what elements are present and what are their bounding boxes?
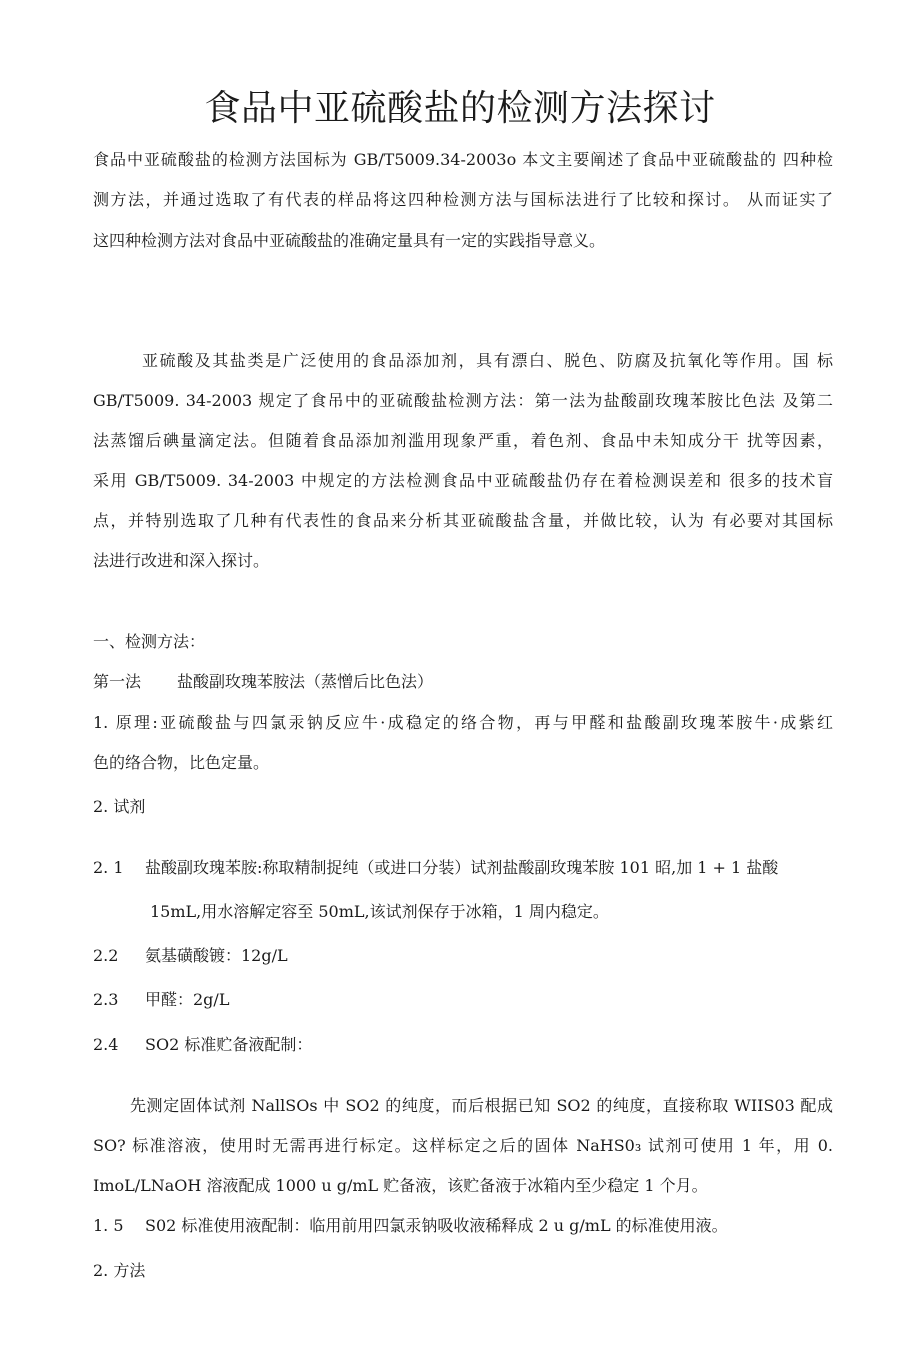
reagents-heading: 2. 试剂 bbox=[93, 797, 146, 816]
working-solution bbox=[93, 1214, 833, 1238]
reagent-2-4-text: SO2 标准贮备液配制： bbox=[145, 1035, 313, 1054]
reagent-2-4-number: 2.4 bbox=[93, 1035, 119, 1054]
reagent-2-3-number: 2.3 bbox=[93, 990, 119, 1009]
stock-line-1: 先测定固体试剂 NallSOs 中 SO2 的纯度，而后根据已知 SO2 的纯度，直接称取 WIIS03 配成 bbox=[130, 1096, 833, 1115]
reagent-2-1-continuation: 15mL,用水溶解定容至 50mL,该试剂保存于冰箱，1 周内稳定。 bbox=[150, 902, 609, 921]
section-heading: 一、检测方法： bbox=[93, 632, 206, 651]
method-heading-label: 第一法 bbox=[93, 672, 142, 691]
stock-line-2: SO? 标准溶液，使用时无需再进行标定。这样标定之后的固体 NaHS0₃ 试剂可使用 1 年，用 0. bbox=[93, 1136, 833, 1155]
intro-line-6: 法进行改进和深入探讨。 bbox=[93, 551, 270, 570]
principle-line-2: 色的络合物，比色定量。 bbox=[93, 753, 270, 772]
intro-line-3: 法蒸馏后碘量滴定法。但随着食品添加剂滥用现象严重，着色剂、食品中未知成分干 扰等因素， bbox=[93, 431, 833, 450]
reagent-2-1-number: 2. 1 bbox=[93, 858, 124, 877]
principle-line-1: 1. 原理:亚硫酸盐与四氯汞钠反应牛·成稳定的络合物，再与甲醛和盐酸副玫瑰苯胺牛·成紫红 bbox=[93, 713, 833, 732]
reagent-2-2-number: 2.2 bbox=[93, 946, 119, 965]
reagent-2-2-text: 氨基磺酸镀：12g/L bbox=[145, 946, 288, 965]
method-heading-text: 盐酸副玫瑰苯胺法（蒸憎后比色法） bbox=[177, 672, 434, 691]
reagent-2-2 bbox=[93, 944, 833, 968]
method-heading bbox=[93, 670, 833, 694]
reagent-2-3-text: 甲醛：2g/L bbox=[145, 990, 230, 1009]
intro-line-2: GB/T5009. 34-2003 规定了食吊中的亚硫酸盐检测方法：第一法为盐酸副玫瑰苯胺比色法 及第二 bbox=[93, 391, 833, 410]
reagent-2-1-line1: 盐酸副玫瑰苯胺:称取精制捉纯（或进口分装）试剂盐酸副玫瑰苯胺 101 昭,加 1 + 1 盐酸 bbox=[145, 858, 779, 877]
reagent-2-4 bbox=[93, 1033, 833, 1057]
method-step-heading: 2. 方法 bbox=[93, 1261, 146, 1280]
reagent-2-3 bbox=[93, 988, 833, 1012]
abstract-line-1: 食品中亚硫酸盐的检测方法国标为 GB/T5009.34-2003o 本文主要阐述了食品中亚硫酸盐的 四种检 bbox=[93, 150, 833, 169]
working-solution-number: 1. 5 bbox=[93, 1216, 124, 1235]
abstract-line-3: 这四种检测方法对食品中亚硫酸盐的准确定量具有一定的实践指导意义。 bbox=[93, 231, 606, 250]
working-solution-text: S02 标准使用液配制：临用前用四氯汞钠吸收液稀释成 2 u g/mL 的标准使用液。 bbox=[145, 1216, 728, 1235]
abstract-line-2: 测方法，并通过选取了有代表的样品将这四种检测方法与国标法进行了比较和探讨。 从而证实了 bbox=[93, 190, 833, 209]
intro-line-1: 亚硫酸及其盐类是广泛使用的食品添加剂，具有漂白、脱色、防腐及抗氧化等作用。国 标 bbox=[142, 351, 833, 370]
reagent-2-1 bbox=[93, 856, 833, 880]
intro-line-5: 点，并特别选取了几种有代表性的食品来分析其亚硫酸盐含量，并做比较，认为 有必要对其国标 bbox=[93, 511, 833, 530]
document-title: 食品中亚硫酸盐的检测方法探讨 bbox=[204, 88, 716, 129]
stock-line-3: ImoL/LNaOH 溶液配成 1000 u g/mL 贮备液，该贮备液于冰箱内至少稳定 1 个月。 bbox=[93, 1176, 708, 1195]
intro-line-4: 采用 GB/T5009. 34-2003 中规定的方法检测食品中亚硫酸盐仍存在着检测误差和 很多的技术盲 bbox=[93, 471, 833, 490]
